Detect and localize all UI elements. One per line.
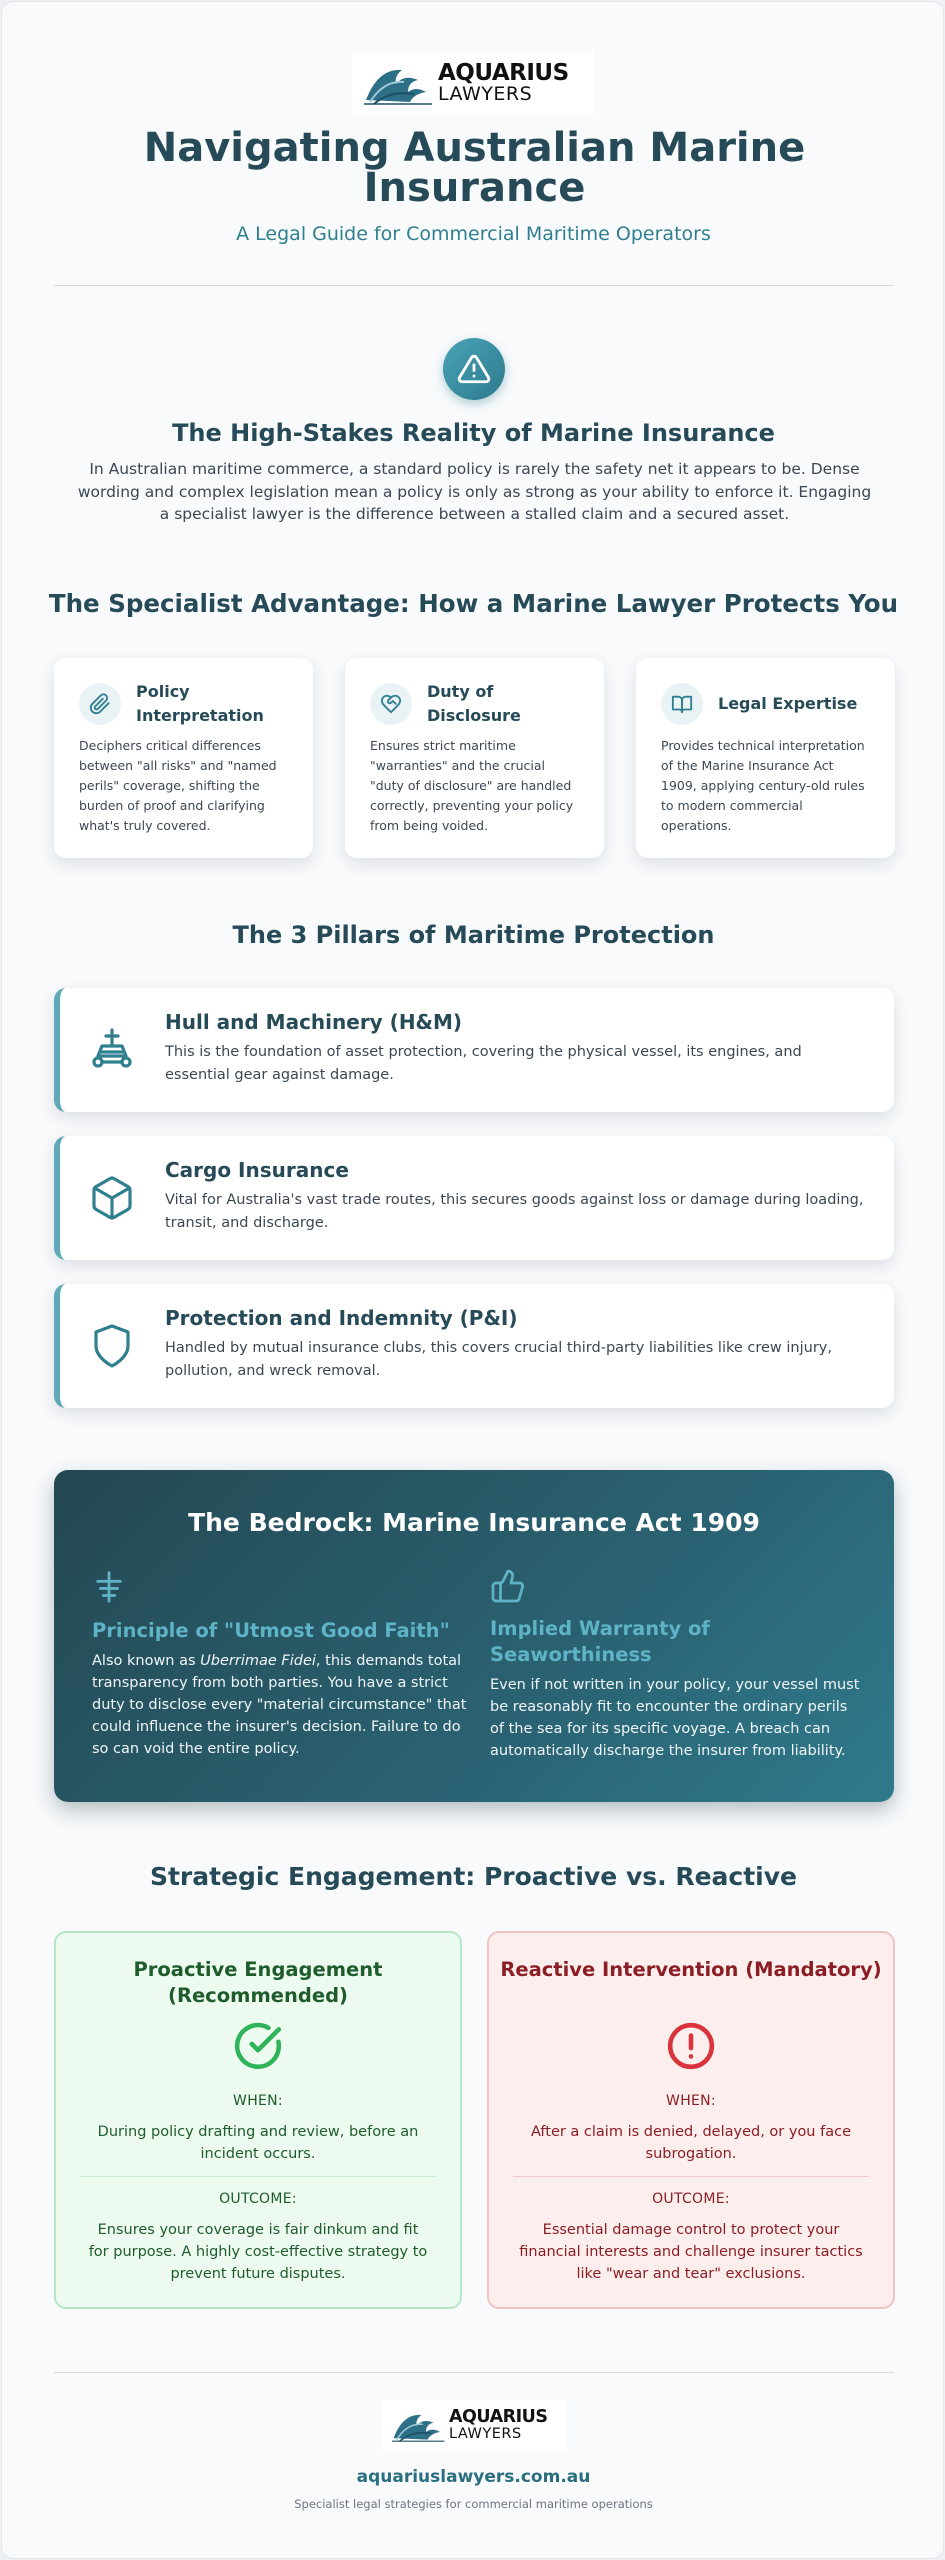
pillar-title: Cargo Insurance bbox=[165, 1158, 349, 1182]
warning-triangle-icon bbox=[457, 352, 491, 386]
warning-badge bbox=[443, 338, 505, 400]
card-icon-badge bbox=[370, 683, 412, 725]
page-subtitle: A Legal Guide for Commercial Maritime Operators bbox=[236, 223, 711, 245]
bedrock-left-title: Principle of "Utmost Good Faith" bbox=[92, 1619, 450, 1642]
footer-logo-sub: LAWYERS bbox=[449, 2425, 522, 2442]
pillar-text: This is the foundation of asset protection, covering the physical vessel, its engines, and essential gear against damage. bbox=[165, 1044, 802, 1083]
card-title: Legal Expertise bbox=[718, 694, 858, 713]
footer-logo bbox=[382, 2400, 566, 2450]
heart-handshake-icon bbox=[380, 693, 402, 715]
paperclip-icon bbox=[89, 693, 111, 715]
reactive-card bbox=[487, 1931, 895, 2309]
pillars-heading: The 3 Pillars of Maritime Protection bbox=[232, 921, 715, 949]
ship-machinery-icon bbox=[88, 1026, 136, 1074]
reactive-outcome-text: Essential damage control to protect your financial interests and challenge insurer tactics like "wear and tear" exclusions. bbox=[519, 2222, 863, 2282]
card-icon-badge bbox=[661, 683, 703, 725]
reactive-outcome-label: OUTCOME: bbox=[652, 2191, 730, 2207]
intro-heading: The High-Stakes Reality of Marine Insurance bbox=[172, 419, 775, 447]
reactive-when-label: WHEN: bbox=[666, 2093, 716, 2109]
footer-website-link[interactable]: aquariuslawyers.com.au bbox=[356, 2467, 591, 2487]
card-title: Policy Interpretation bbox=[136, 682, 264, 725]
header-divider bbox=[54, 285, 894, 286]
proactive-title: Proactive Engagement (Recommended) bbox=[133, 1958, 383, 2007]
advantage-card-policy bbox=[54, 658, 313, 858]
footer-tagline: Specialist legal strategies for commercial maritime operations bbox=[294, 2497, 653, 2511]
page-title: Navigating Australian Marine Insurance bbox=[143, 125, 806, 211]
card-text: Provides technical interpretation of the Marine Insurance Act 1909, applying century-old rules to modern commercial operations. bbox=[661, 738, 865, 833]
bedrock-right-text: Even if not written in your policy, your vessel must be reasonably fit to encounter the ordinary perils of the sea for its specific voyage. A breach can automatically discharge the insurer from liability. bbox=[490, 1677, 860, 1759]
bedrock-left-text-prefix: Also known as bbox=[92, 1653, 201, 1669]
logo-sub: LAWYERS bbox=[438, 83, 533, 105]
card-icon-badge bbox=[79, 683, 121, 725]
bedrock-left-text bbox=[92, 1650, 472, 1760]
pillar-title: Protection and Indemnity (P&I) bbox=[165, 1306, 518, 1330]
bedrock-left-text-italic: Uberrimae Fidei bbox=[200, 1653, 316, 1669]
footer-divider bbox=[54, 2372, 894, 2373]
card-text: Ensures strict maritime "warranties" and the crucial "duty of disclosure" are handled correctly, preventing your policy from being voided. bbox=[370, 738, 574, 833]
pillar-text: Handled by mutual insurance clubs, this covers crucial third-party liabilities like crew injury, pollution, and wreck removal. bbox=[165, 1340, 832, 1379]
bedrock-right-title: Implied Warranty of Seaworthiness bbox=[490, 1617, 710, 1666]
infographic-page bbox=[1, 1, 944, 2559]
shield-icon bbox=[88, 1322, 136, 1370]
alert-circle-icon bbox=[666, 2021, 716, 2071]
advantage-heading: The Specialist Advantage: How a Marine Lawyer Protects You bbox=[48, 589, 899, 618]
pillar-text: Vital for Australia's vast trade routes, this secures goods against loss or damage during loading, transit, and discharge. bbox=[165, 1192, 864, 1231]
card-text: Deciphers critical differences between "all risks" and "named perils" coverage, shifting the burden of proof and clarifying what's truly covered. bbox=[79, 738, 277, 833]
intro-text: In Australian maritime commerce, a standard policy is rarely the safety net it appears to be. Dense wording and complex legislation mean a policy is only as strong as your ability to enforce it. Engaging a specialist lawyer is the difference between a stalled claim and a secured asset. bbox=[77, 460, 872, 523]
thumbs-up-icon bbox=[490, 1568, 526, 1604]
reactive-title: Reactive Intervention (Mandatory) bbox=[500, 1958, 882, 1981]
proactive-when-text: During policy drafting and review, before an incident occurs. bbox=[97, 2124, 419, 2162]
cargo-box-icon bbox=[88, 1174, 136, 1222]
bedrock-heading: The Bedrock: Marine Insurance Act 1909 bbox=[188, 1508, 760, 1537]
header-logo bbox=[352, 52, 594, 114]
pillar-cargo bbox=[54, 1136, 894, 1260]
open-book-icon bbox=[671, 693, 693, 715]
advantage-card-expertise bbox=[636, 658, 895, 858]
proactive-outcome-label: OUTCOME: bbox=[219, 2191, 297, 2207]
wave-logo-icon bbox=[392, 2407, 446, 2443]
card-title: Duty of Disclosure bbox=[427, 682, 521, 725]
pillar-hull bbox=[54, 988, 894, 1112]
check-circle-icon bbox=[233, 2021, 283, 2071]
bedrock-left-text-suffix: , this demands total transparency from both parties. You have a strict duty to disclose every "material circumstance" that could influence the insurer's decision. Failure to do so can void the entire policy. bbox=[92, 1653, 467, 1757]
logo-name: AQUARIUS bbox=[438, 60, 569, 86]
wave-logo-icon bbox=[364, 60, 434, 106]
proactive-when-label: WHEN: bbox=[233, 2093, 283, 2109]
advantage-card-disclosure bbox=[345, 658, 604, 858]
pillar-title: Hull and Machinery (H&M) bbox=[165, 1010, 463, 1034]
engagement-heading: Strategic Engagement: Proactive vs. Reactive bbox=[149, 1862, 798, 1891]
proactive-outcome-text: Ensures your coverage is fair dinkum and fit for purpose. A highly cost-effective strategy to prevent future disputes. bbox=[88, 2222, 428, 2282]
anchor-lines-icon bbox=[92, 1570, 126, 1604]
proactive-divider bbox=[80, 2176, 436, 2177]
reactive-divider bbox=[513, 2176, 869, 2177]
pillar-pi bbox=[54, 1284, 894, 1408]
proactive-card bbox=[54, 1931, 462, 2309]
footer-logo-name: AQUARIUS bbox=[449, 2407, 548, 2427]
bedrock-panel bbox=[54, 1470, 894, 1802]
reactive-when-text: After a claim is denied, delayed, or you face subrogation. bbox=[531, 2124, 851, 2162]
